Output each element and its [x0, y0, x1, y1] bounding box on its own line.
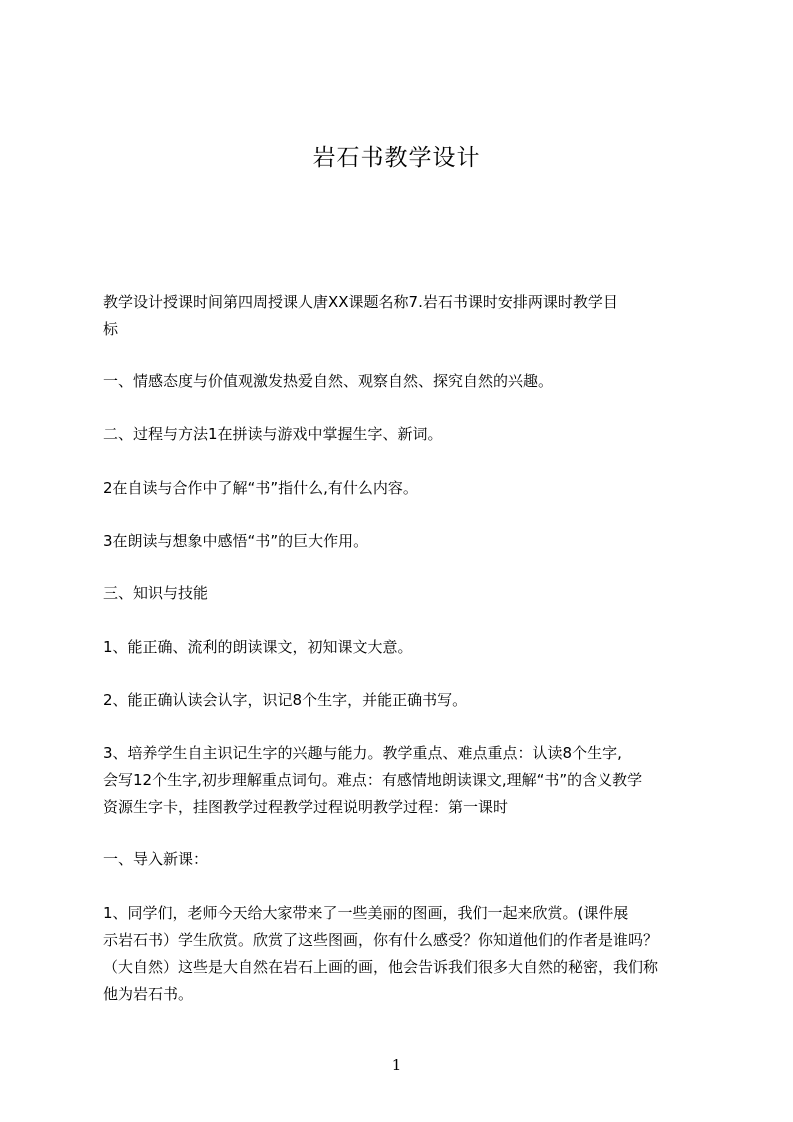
paragraph-skill-2	[103, 687, 698, 714]
paragraph-line: （大自然）这些是大自然在岩石上画的画，他会告诉我们很多大自然的秘密，我们称	[103, 958, 659, 976]
paragraph-line: 一、导入新课：	[103, 850, 209, 868]
paragraph-skill-1	[103, 634, 698, 661]
paragraph-line: 1、能正确、流利的朗读课文，初知课文大意。	[103, 638, 413, 656]
paragraph-intro	[103, 289, 698, 343]
paragraph-knowledge-skill	[103, 580, 698, 607]
paragraph-line: 教学设计授课时间第四周授课人唐XX课题名称7.岩石书课时安排两课时教学目	[103, 293, 618, 311]
paragraph-line: 3、培养学生自主识记生字的兴趣与能力。教学重点、难点重点：认读8个生字,	[103, 744, 622, 762]
paragraph-item-3	[103, 528, 698, 555]
paragraph-line: 一、情感态度与价值观激发热爱自然、观察自然、探究自然的兴趣。	[103, 372, 554, 390]
paragraph-lesson-intro-content	[103, 900, 698, 1008]
paragraph-line: 示岩石书）学生欣赏。欣赏了这些图画，你有什么感受？你知道他们的作者是谁吗？	[103, 931, 659, 949]
document-title: 岩石书教学设计	[312, 145, 481, 171]
page-number: 1	[391, 1056, 402, 1074]
paragraph-line: 2在自读与合作中了解“书”指什么,有什么内容。	[103, 479, 418, 497]
paragraph-line: 1、同学们，老师今天给大家带来了一些美丽的图画，我们一起来欣赏。(课件展	[103, 904, 629, 922]
paragraph-line: 3在朗读与想象中感悟“书”的巨大作用。	[103, 532, 369, 550]
paragraph-lesson-intro-heading	[103, 846, 698, 873]
paragraph-line: 他为岩石书。	[103, 985, 194, 1003]
paragraph-line: 会写12个生字,初步理解重点词句。难点：有感情地朗读课文,理解“书”的含义教学	[103, 771, 643, 789]
paragraph-item-2	[103, 475, 698, 502]
paragraph-process-method	[103, 421, 698, 448]
paragraph-line: 2、能正确认读会认字，识记8个生字，并能正确书写。	[103, 691, 468, 709]
paragraph-line: 二、过程与方法1在拼读与游戏中掌握生字、新词。	[103, 425, 443, 443]
paragraph-emotion-goal	[103, 368, 698, 395]
paragraph-line: 三、知识与技能	[103, 584, 209, 602]
paragraph-line: 标	[103, 320, 119, 338]
paragraph-line: 资源生字卡，挂图教学过程教学过程说明教学过程：第一课时	[103, 798, 509, 816]
paragraph-skill-3	[103, 740, 698, 821]
